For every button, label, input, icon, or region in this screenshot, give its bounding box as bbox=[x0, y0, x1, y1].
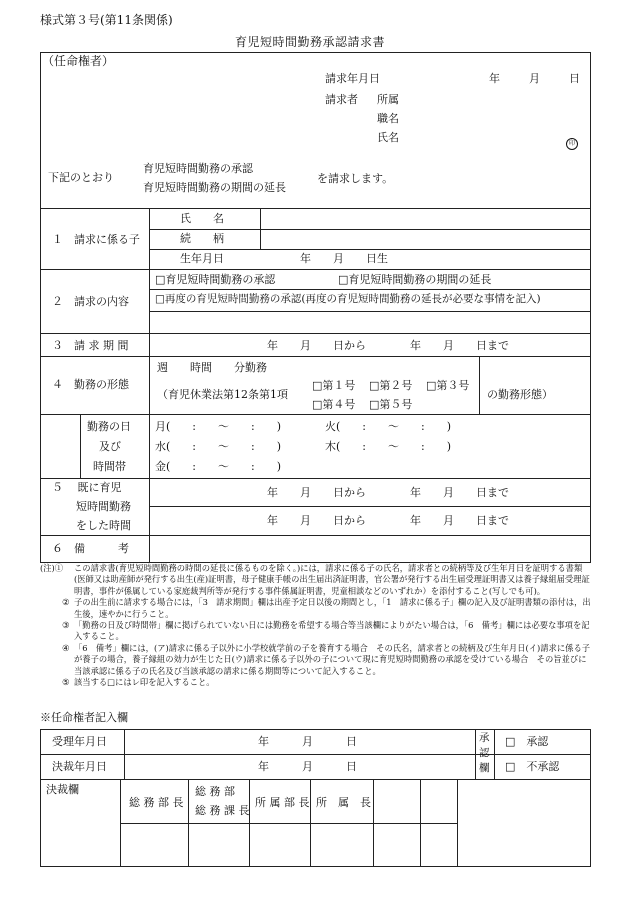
stamp-general-manager: 総 務 部 長 bbox=[129, 796, 184, 809]
s1-birth-label: 生年月日 bbox=[180, 252, 224, 265]
decided-date-value: 年 月 日 bbox=[258, 760, 357, 773]
appointer-label: （任命権者） bbox=[42, 54, 115, 68]
note-item: ⑤ 該当する□にはレ印を記入すること。 bbox=[62, 677, 215, 688]
request-option-1: 育児短時間勤務の承認 bbox=[143, 162, 253, 175]
s1-label: １ 請求に係る子 bbox=[52, 233, 140, 246]
s5-label-3: をした時間 bbox=[76, 519, 131, 532]
s4-option-4[interactable]: □第４号 bbox=[312, 398, 356, 411]
position-label: 職名 bbox=[377, 112, 399, 125]
s4-form-suffix: の勤務形態） bbox=[487, 388, 553, 401]
s3-period-value: 年 月 日から 年 月 日まで bbox=[267, 339, 509, 352]
approval-column-label: 承認欄 bbox=[479, 732, 490, 774]
note-item: (注)① この請求書(育児短時間勤務の時間の延長に係るものを除く。)には，請求に係る子の氏名，請求者との続柄等及び生年月日を証明する書類(医師又は助産師が発行する出生(産)証明書，母子健康手帳の出生届出済証明書，官公署が発行する出生届受理証明書又は養子縁組届受理証明書，事件が係属している家庭裁判所等が発行する事件係属証明書，児童相談などのいずれか）を添付すること(写しでも可)。 bbox=[40, 563, 590, 596]
s5-period-2: 年 月 日から 年 月 日まで bbox=[267, 514, 509, 527]
stamp-general-dept-line1: 総 務 部 bbox=[195, 785, 235, 798]
s2-checkbox-reapproval[interactable]: □再度の育児短時間勤務の承認(再度の育児短時間勤務の延長が必要な事情を記入) bbox=[155, 293, 541, 305]
note-item: ③ 「勤務の日及び時間帯」欄に掲げられていない日には勤務を希望する場合等当該欄によりがたい場合は，「6 備考」欄には必要な事項を記入すること。 bbox=[62, 620, 590, 642]
stamp-general-dept-line2: 総 務 課 長 bbox=[195, 804, 250, 817]
schedule-thursday: 木( : 〜 : ) bbox=[325, 440, 451, 453]
s1-relation-label: 続 柄 bbox=[180, 232, 224, 245]
s1-birth-value: 年 月 日生 bbox=[300, 252, 388, 265]
as-follows-label: 下記のとおり bbox=[48, 171, 114, 184]
schedule-label-1: 勤務の日 bbox=[87, 420, 131, 433]
s6-label: ６ 備 考 bbox=[52, 542, 129, 555]
schedule-label-2: 及び bbox=[99, 440, 121, 453]
s3-label: ３ 請 求 期 間 bbox=[52, 339, 129, 352]
s5-label-1: ５ 既に育児 bbox=[52, 481, 122, 494]
request-option-2: 育児短時間勤務の期間の延長 bbox=[143, 181, 286, 194]
seal-mark bbox=[566, 132, 578, 150]
s4-weekly-hours: 週 時間 分勤務 bbox=[157, 361, 267, 374]
affiliation-label: 所属 bbox=[377, 93, 399, 106]
s2-checkbox-approval[interactable]: □育児短時間勤務の承認 bbox=[155, 273, 276, 286]
note-item: ④ 「6 備考」欄には，(ア)請求に係る子以外に小学校就学前の子を養育する場合 その氏名，請求者との続柄及び生年月日(イ)請求に係る子が養子の場合，養子縁組の効力が生じた日(ウ)請求に係る子以外の子について現に育児短時間勤務の承認を受けている場合 その旨並びに当該承認に係る子の氏名及び当該承認の請求に係る期間等について記入すること。 bbox=[62, 642, 591, 676]
s4-option-3[interactable]: □第３号 bbox=[426, 379, 470, 392]
admin-section-title: ※任命権者記入欄 bbox=[40, 711, 128, 724]
request-suffix: を請求します。 bbox=[317, 172, 394, 185]
received-date-label: 受理年月日 bbox=[52, 735, 107, 748]
stamp-dept-manager: 所 属 部 長 bbox=[255, 796, 310, 809]
schedule-monday: 月( : 〜 : ) bbox=[155, 420, 281, 433]
s4-option-2[interactable]: □第２号 bbox=[369, 379, 413, 392]
approve-checkbox[interactable]: □ 承認 bbox=[505, 735, 549, 748]
s5-label-2: 短時間勤務 bbox=[76, 500, 131, 513]
date-month: 月 bbox=[529, 72, 540, 85]
s4-label: ４ 勤務の形態 bbox=[52, 378, 129, 391]
reject-checkbox[interactable]: □ 不承認 bbox=[505, 760, 560, 773]
schedule-wednesday: 水( : 〜 : ) bbox=[155, 440, 281, 453]
decision-label: 決裁欄 bbox=[46, 783, 79, 796]
s4-law-ref: （育児休業法第12条第1項 bbox=[157, 388, 288, 401]
s5-period-1: 年 月 日から 年 月 日まで bbox=[267, 486, 509, 499]
schedule-tuesday: 火( : 〜 : ) bbox=[325, 420, 451, 433]
s4-option-1[interactable]: □第１号 bbox=[312, 379, 356, 392]
notes-block bbox=[40, 563, 592, 688]
name-label: 氏名 bbox=[377, 131, 399, 144]
date-year: 年 bbox=[489, 72, 500, 85]
decided-date-label: 決裁年月日 bbox=[52, 760, 107, 773]
note-item: ② 子の出生前に請求する場合には，「3 請求期間」欄は出産予定日以後の期間とし，「1 請求に係る子」欄の記入及び証明書類の添付は，出生後，速やかに行うこと。 bbox=[62, 597, 591, 619]
date-day: 日 bbox=[569, 72, 580, 85]
s2-label: ２ 請求の内容 bbox=[52, 295, 129, 308]
seal-stamp: 印 bbox=[566, 138, 578, 150]
s4-option-5[interactable]: □第５号 bbox=[369, 398, 413, 411]
request-date-label: 請求年月日 bbox=[325, 72, 380, 85]
s2-checkbox-extension[interactable]: □育児短時間勤務の期間の延長 bbox=[338, 273, 492, 286]
received-date-value: 年 月 日 bbox=[258, 735, 357, 748]
form-number: 様式第３号(第11条関係) bbox=[40, 13, 173, 27]
schedule-friday: 金( : 〜 : ) bbox=[155, 460, 281, 473]
requester-label: 請求者 bbox=[325, 93, 358, 106]
schedule-label-3: 時間帯 bbox=[93, 460, 126, 473]
form-title: 育児短時間勤務承認請求書 bbox=[235, 35, 386, 49]
s1-name-label: 氏 名 bbox=[180, 212, 224, 225]
stamp-affiliation-head: 所 属 長 bbox=[316, 796, 371, 809]
